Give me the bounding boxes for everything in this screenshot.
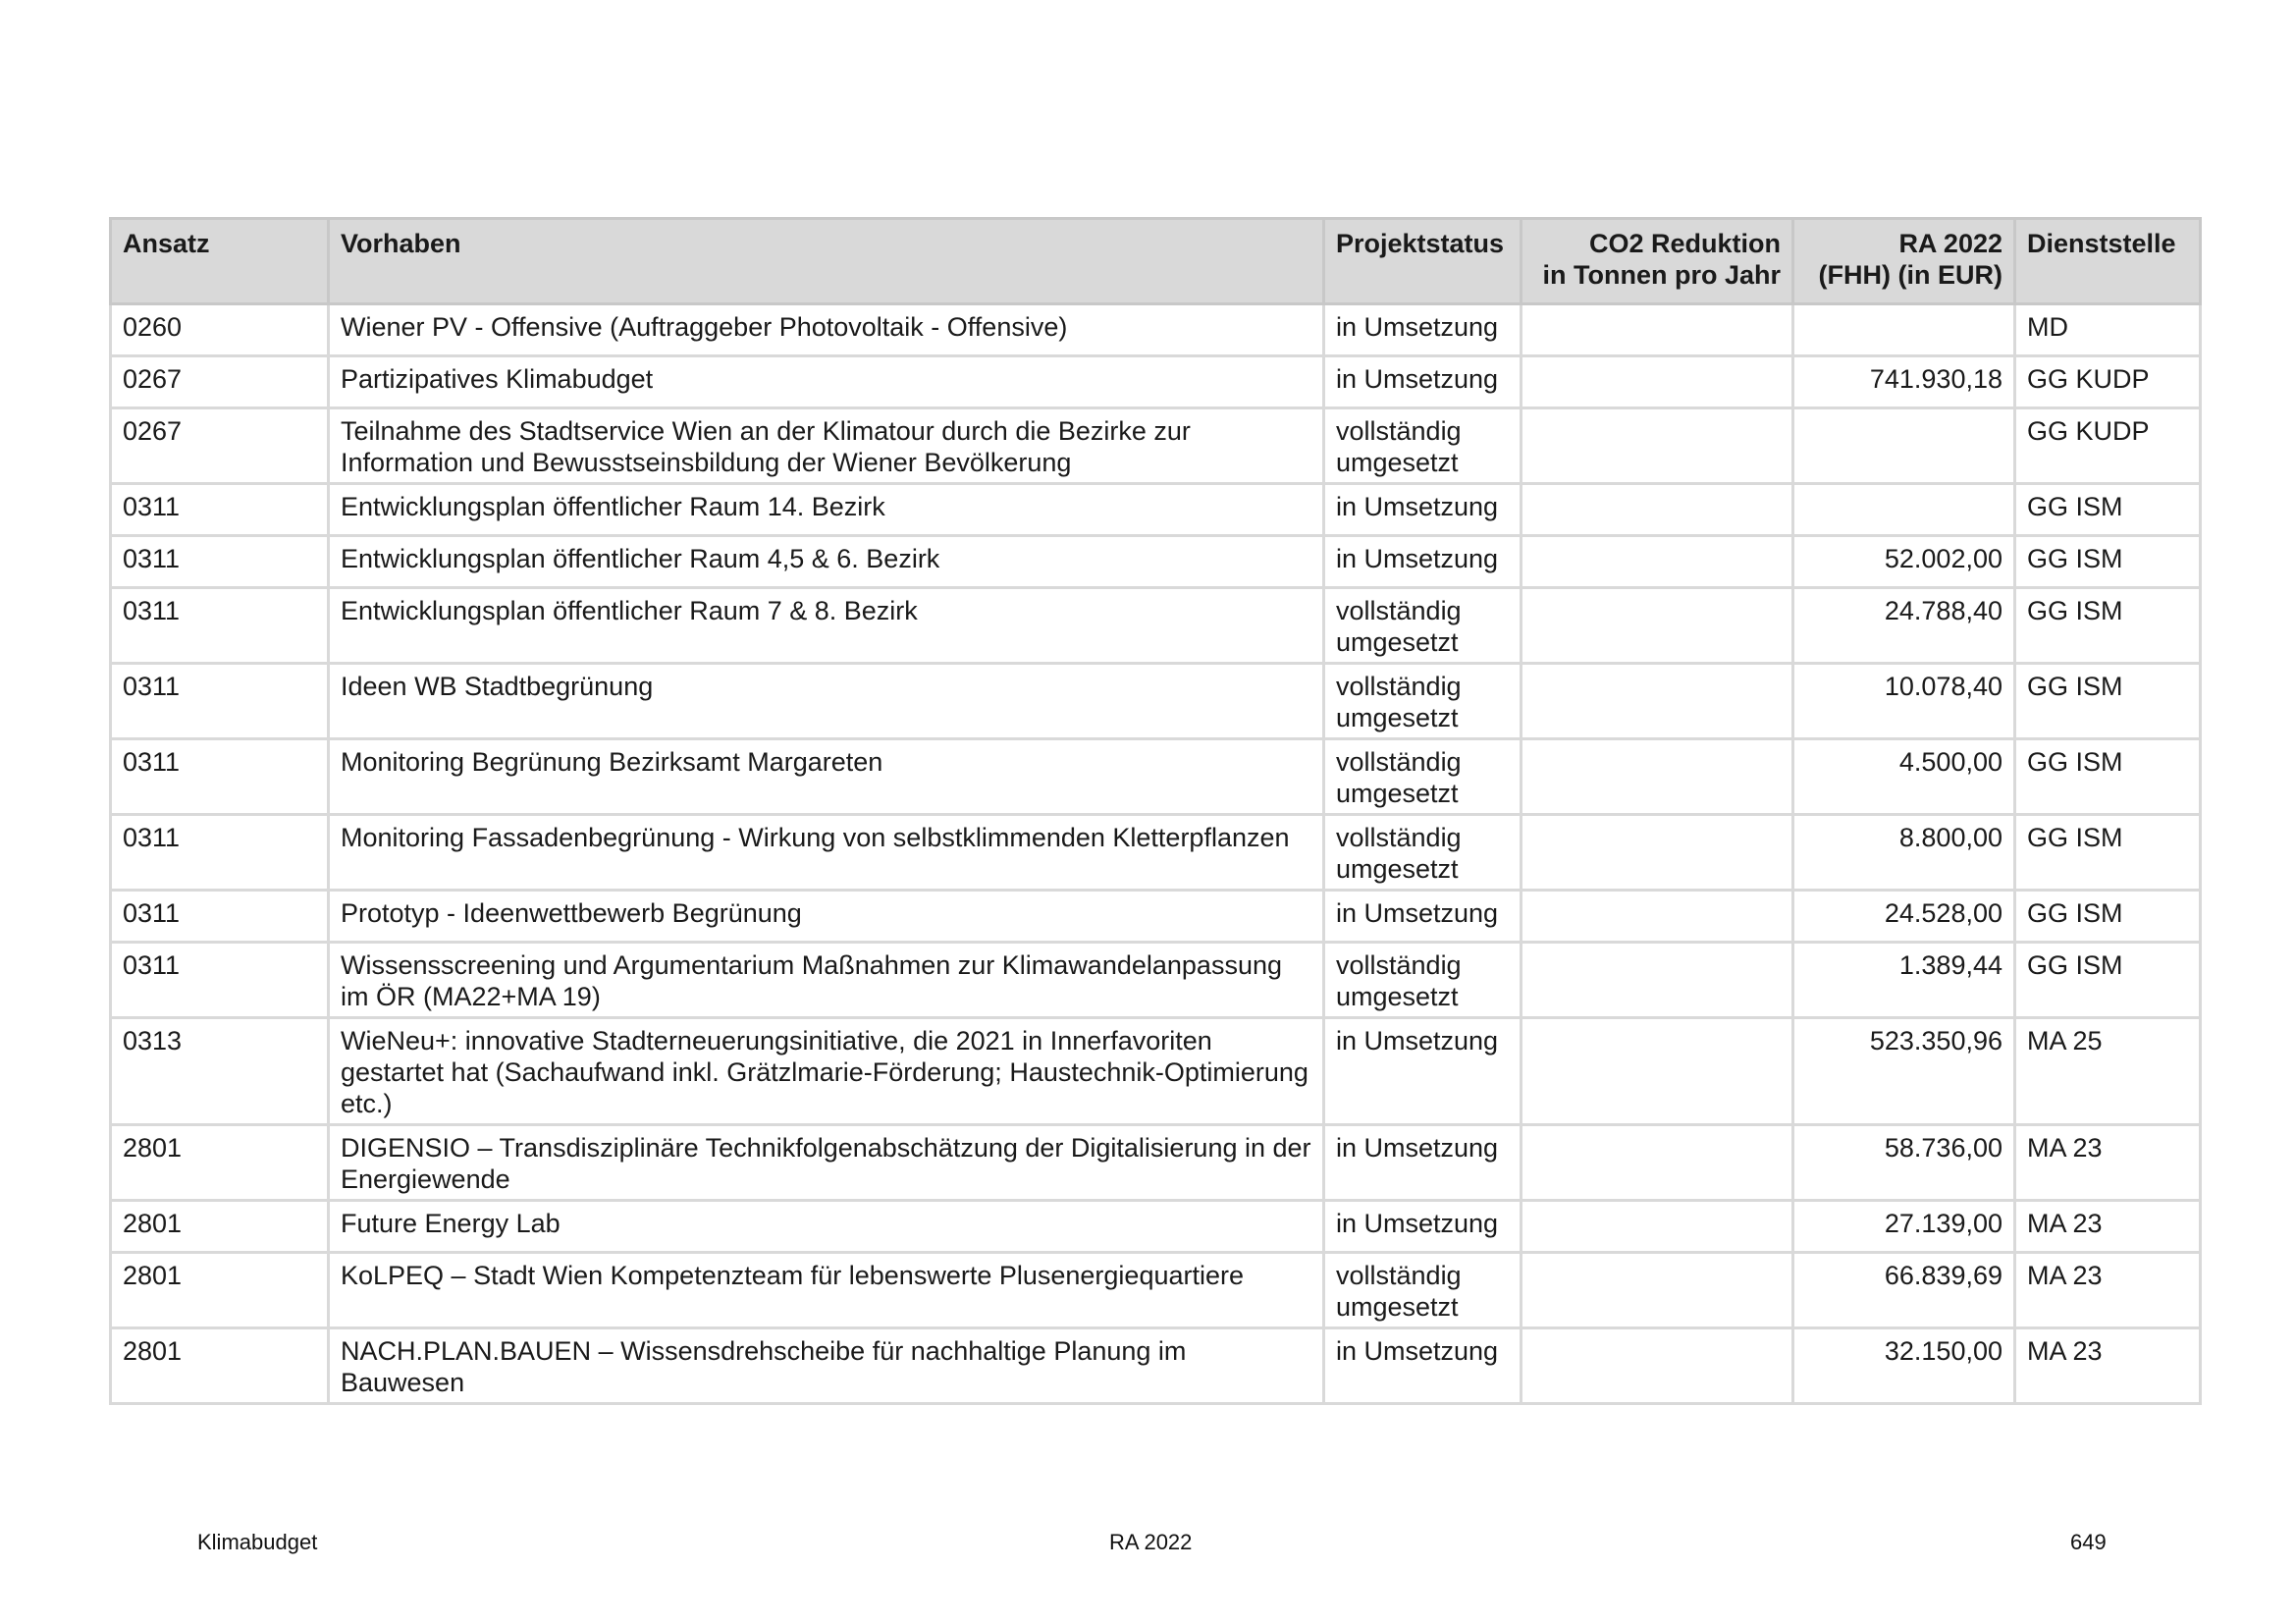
header-dienststelle: Dienststelle xyxy=(2015,219,2201,304)
cell-projektstatus xyxy=(1324,739,1522,815)
status-line: umgesetzt xyxy=(1336,854,1459,884)
status-line: in Umsetzung xyxy=(1336,544,1499,573)
cell-ansatz: 2801 xyxy=(111,1125,329,1201)
cell-dienststelle: GG ISM xyxy=(2015,536,2201,588)
header-projektstatus: Projektstatus xyxy=(1324,219,1522,304)
cell-ansatz: 2801 xyxy=(111,1328,329,1404)
cell-ra-2022: 523.350,96 xyxy=(1793,1018,2015,1125)
cell-dienststelle: GG KUDP xyxy=(2015,408,2201,484)
cell-ansatz: 0267 xyxy=(111,408,329,484)
cell-co2-reduktion xyxy=(1522,815,1793,891)
cell-vorhaben: Teilnahme des Stadtservice Wien an der Klimatour durch die Bezirke zur Information und Bewusstseinsbildung der Wiener Bevölkerung xyxy=(329,408,1324,484)
cell-dienststelle: MA 25 xyxy=(2015,1018,2201,1125)
cell-vorhaben: NACH.PLAN.BAUEN – Wissensdrehscheibe für nachhaltige Planung im Bauwesen xyxy=(329,1328,1324,1404)
status-line: vollständig xyxy=(1336,416,1462,446)
table-row xyxy=(111,1253,2201,1328)
status-line: vollständig xyxy=(1336,747,1462,777)
cell-ansatz: 2801 xyxy=(111,1201,329,1253)
table-row xyxy=(111,484,2201,536)
cell-ra-2022 xyxy=(1793,304,2015,356)
header-ansatz: Ansatz xyxy=(111,219,329,304)
cell-projektstatus xyxy=(1324,891,1522,943)
table-row xyxy=(111,304,2201,356)
table-row xyxy=(111,356,2201,408)
status-line: in Umsetzung xyxy=(1336,1026,1499,1056)
table-row xyxy=(111,1018,2201,1125)
cell-ansatz: 0311 xyxy=(111,891,329,943)
cell-projektstatus xyxy=(1324,1018,1522,1125)
footer-page-number: 649 xyxy=(2070,1530,2107,1554)
cell-vorhaben: Entwicklungsplan öffentlicher Raum 14. Bezirk xyxy=(329,484,1324,536)
table-row xyxy=(111,536,2201,588)
cell-projektstatus xyxy=(1324,943,1522,1018)
cell-co2-reduktion xyxy=(1522,356,1793,408)
status-line: in Umsetzung xyxy=(1336,312,1499,342)
cell-co2-reduktion xyxy=(1522,484,1793,536)
footer-report-name: RA 2022 xyxy=(1109,1530,1193,1554)
table-row xyxy=(111,891,2201,943)
status-line: umgesetzt xyxy=(1336,703,1459,732)
cell-ansatz: 0311 xyxy=(111,815,329,891)
status-line: umgesetzt xyxy=(1336,982,1459,1011)
cell-projektstatus xyxy=(1324,408,1522,484)
status-line: umgesetzt xyxy=(1336,779,1459,808)
cell-dienststelle: MA 23 xyxy=(2015,1125,2201,1201)
cell-co2-reduktion xyxy=(1522,1125,1793,1201)
status-line: in Umsetzung xyxy=(1336,1336,1499,1366)
table-row xyxy=(111,664,2201,739)
footer-document-title: Klimabudget xyxy=(197,1530,318,1554)
status-line: in Umsetzung xyxy=(1336,898,1499,928)
header-co2-line1: CO2 Reduktion xyxy=(1588,229,1781,258)
cell-dienststelle: GG ISM xyxy=(2015,664,2201,739)
cell-vorhaben: Monitoring Begrünung Bezirksamt Margareten xyxy=(329,739,1324,815)
table-header-row xyxy=(111,219,2201,304)
status-line: in Umsetzung xyxy=(1336,1209,1499,1238)
status-line: vollständig xyxy=(1336,823,1462,852)
cell-ra-2022: 24.788,40 xyxy=(1793,588,2015,664)
cell-vorhaben: KoLPEQ – Stadt Wien Kompetenzteam für lebenswerte Plusenergiequartiere xyxy=(329,1253,1324,1328)
cell-ansatz: 0260 xyxy=(111,304,329,356)
cell-ra-2022: 24.528,00 xyxy=(1793,891,2015,943)
cell-projektstatus xyxy=(1324,1125,1522,1201)
status-line: in Umsetzung xyxy=(1336,492,1499,521)
cell-projektstatus xyxy=(1324,304,1522,356)
table-row xyxy=(111,588,2201,664)
status-line: vollständig xyxy=(1336,1261,1462,1290)
cell-vorhaben: Partizipatives Klimabudget xyxy=(329,356,1324,408)
status-line: vollständig xyxy=(1336,672,1462,701)
cell-vorhaben: Wiener PV - Offensive (Auftraggeber Photovoltaik - Offensive) xyxy=(329,304,1324,356)
cell-projektstatus xyxy=(1324,484,1522,536)
cell-ansatz: 0311 xyxy=(111,739,329,815)
cell-vorhaben: Future Energy Lab xyxy=(329,1201,1324,1253)
cell-dienststelle: GG ISM xyxy=(2015,891,2201,943)
table-row xyxy=(111,1328,2201,1404)
cell-dienststelle: MA 23 xyxy=(2015,1201,2201,1253)
cell-co2-reduktion xyxy=(1522,1328,1793,1404)
cell-ansatz: 0311 xyxy=(111,484,329,536)
cell-vorhaben: DIGENSIO – Transdisziplinäre Technikfolgenabschätzung der Digitalisierung in der Energiewende xyxy=(329,1125,1324,1201)
header-ra-line1: RA 2022 xyxy=(1898,229,2002,258)
cell-ra-2022: 52.002,00 xyxy=(1793,536,2015,588)
table-row xyxy=(111,739,2201,815)
cell-projektstatus xyxy=(1324,356,1522,408)
cell-ra-2022 xyxy=(1793,484,2015,536)
status-line: vollständig xyxy=(1336,596,1462,625)
cell-projektstatus xyxy=(1324,1253,1522,1328)
cell-co2-reduktion xyxy=(1522,664,1793,739)
cell-co2-reduktion xyxy=(1522,1018,1793,1125)
status-line: vollständig xyxy=(1336,950,1462,980)
cell-ra-2022: 32.150,00 xyxy=(1793,1328,2015,1404)
status-line: in Umsetzung xyxy=(1336,364,1499,394)
header-ra-2022 xyxy=(1793,219,2015,304)
cell-ra-2022: 1.389,44 xyxy=(1793,943,2015,1018)
cell-ra-2022: 58.736,00 xyxy=(1793,1125,2015,1201)
header-co2-line2: in Tonnen pro Jahr xyxy=(1542,260,1781,290)
cell-ansatz: 0267 xyxy=(111,356,329,408)
cell-ra-2022: 27.139,00 xyxy=(1793,1201,2015,1253)
table-row xyxy=(111,408,2201,484)
cell-projektstatus xyxy=(1324,1328,1522,1404)
cell-co2-reduktion xyxy=(1522,739,1793,815)
cell-co2-reduktion xyxy=(1522,891,1793,943)
cell-dienststelle: MD xyxy=(2015,304,2201,356)
cell-dienststelle: MA 23 xyxy=(2015,1253,2201,1328)
header-ra-line2: (FHH) (in EUR) xyxy=(1818,260,2002,290)
cell-dienststelle: MA 23 xyxy=(2015,1328,2201,1404)
cell-projektstatus xyxy=(1324,815,1522,891)
table-row xyxy=(111,1201,2201,1253)
cell-co2-reduktion xyxy=(1522,588,1793,664)
cell-ra-2022 xyxy=(1793,408,2015,484)
cell-ra-2022: 741.930,18 xyxy=(1793,356,2015,408)
cell-dienststelle: GG ISM xyxy=(2015,588,2201,664)
cell-co2-reduktion xyxy=(1522,943,1793,1018)
cell-vorhaben: Wissensscreening und Argumentarium Maßnahmen zur Klimawandelanpassung im ÖR (MA22+MA 19) xyxy=(329,943,1324,1018)
cell-vorhaben: Entwicklungsplan öffentlicher Raum 4,5 & 6. Bezirk xyxy=(329,536,1324,588)
cell-ansatz: 0311 xyxy=(111,588,329,664)
budget-table xyxy=(109,217,2202,1405)
status-line: umgesetzt xyxy=(1336,627,1459,657)
table-row xyxy=(111,943,2201,1018)
table-body xyxy=(111,304,2201,1404)
cell-projektstatus xyxy=(1324,664,1522,739)
cell-ansatz: 0313 xyxy=(111,1018,329,1125)
cell-vorhaben: Ideen WB Stadtbegrünung xyxy=(329,664,1324,739)
cell-dienststelle: GG KUDP xyxy=(2015,356,2201,408)
status-line: umgesetzt xyxy=(1336,1292,1459,1322)
cell-projektstatus xyxy=(1324,588,1522,664)
cell-vorhaben: Monitoring Fassadenbegrünung - Wirkung von selbstklimmenden Kletterpflanzen xyxy=(329,815,1324,891)
cell-co2-reduktion xyxy=(1522,304,1793,356)
cell-co2-reduktion xyxy=(1522,408,1793,484)
table-row xyxy=(111,1125,2201,1201)
cell-ansatz: 0311 xyxy=(111,664,329,739)
cell-dienststelle: GG ISM xyxy=(2015,943,2201,1018)
cell-vorhaben: Prototyp - Ideenwettbewerb Begrünung xyxy=(329,891,1324,943)
cell-dienststelle: GG ISM xyxy=(2015,484,2201,536)
status-line: in Umsetzung xyxy=(1336,1133,1499,1163)
cell-vorhaben: Entwicklungsplan öffentlicher Raum 7 & 8. Bezirk xyxy=(329,588,1324,664)
table-row xyxy=(111,815,2201,891)
header-co2-reduktion xyxy=(1522,219,1793,304)
cell-projektstatus xyxy=(1324,536,1522,588)
status-line: umgesetzt xyxy=(1336,448,1459,477)
cell-projektstatus xyxy=(1324,1201,1522,1253)
cell-dienststelle: GG ISM xyxy=(2015,739,2201,815)
cell-co2-reduktion xyxy=(1522,1201,1793,1253)
cell-ansatz: 0311 xyxy=(111,536,329,588)
cell-ra-2022: 8.800,00 xyxy=(1793,815,2015,891)
cell-vorhaben: WieNeu+: innovative Stadterneuerungsinitiative, die 2021 in Innerfavoriten gestartet hat (Sachaufwand inkl. Grätzlmarie-Förderung; Haustechnik-Optimierung etc.) xyxy=(329,1018,1324,1125)
header-vorhaben: Vorhaben xyxy=(329,219,1324,304)
cell-ra-2022: 66.839,69 xyxy=(1793,1253,2015,1328)
cell-ansatz: 0311 xyxy=(111,943,329,1018)
cell-co2-reduktion xyxy=(1522,1253,1793,1328)
cell-ansatz: 2801 xyxy=(111,1253,329,1328)
cell-co2-reduktion xyxy=(1522,536,1793,588)
cell-ra-2022: 10.078,40 xyxy=(1793,664,2015,739)
cell-ra-2022: 4.500,00 xyxy=(1793,739,2015,815)
cell-dienststelle: GG ISM xyxy=(2015,815,2201,891)
